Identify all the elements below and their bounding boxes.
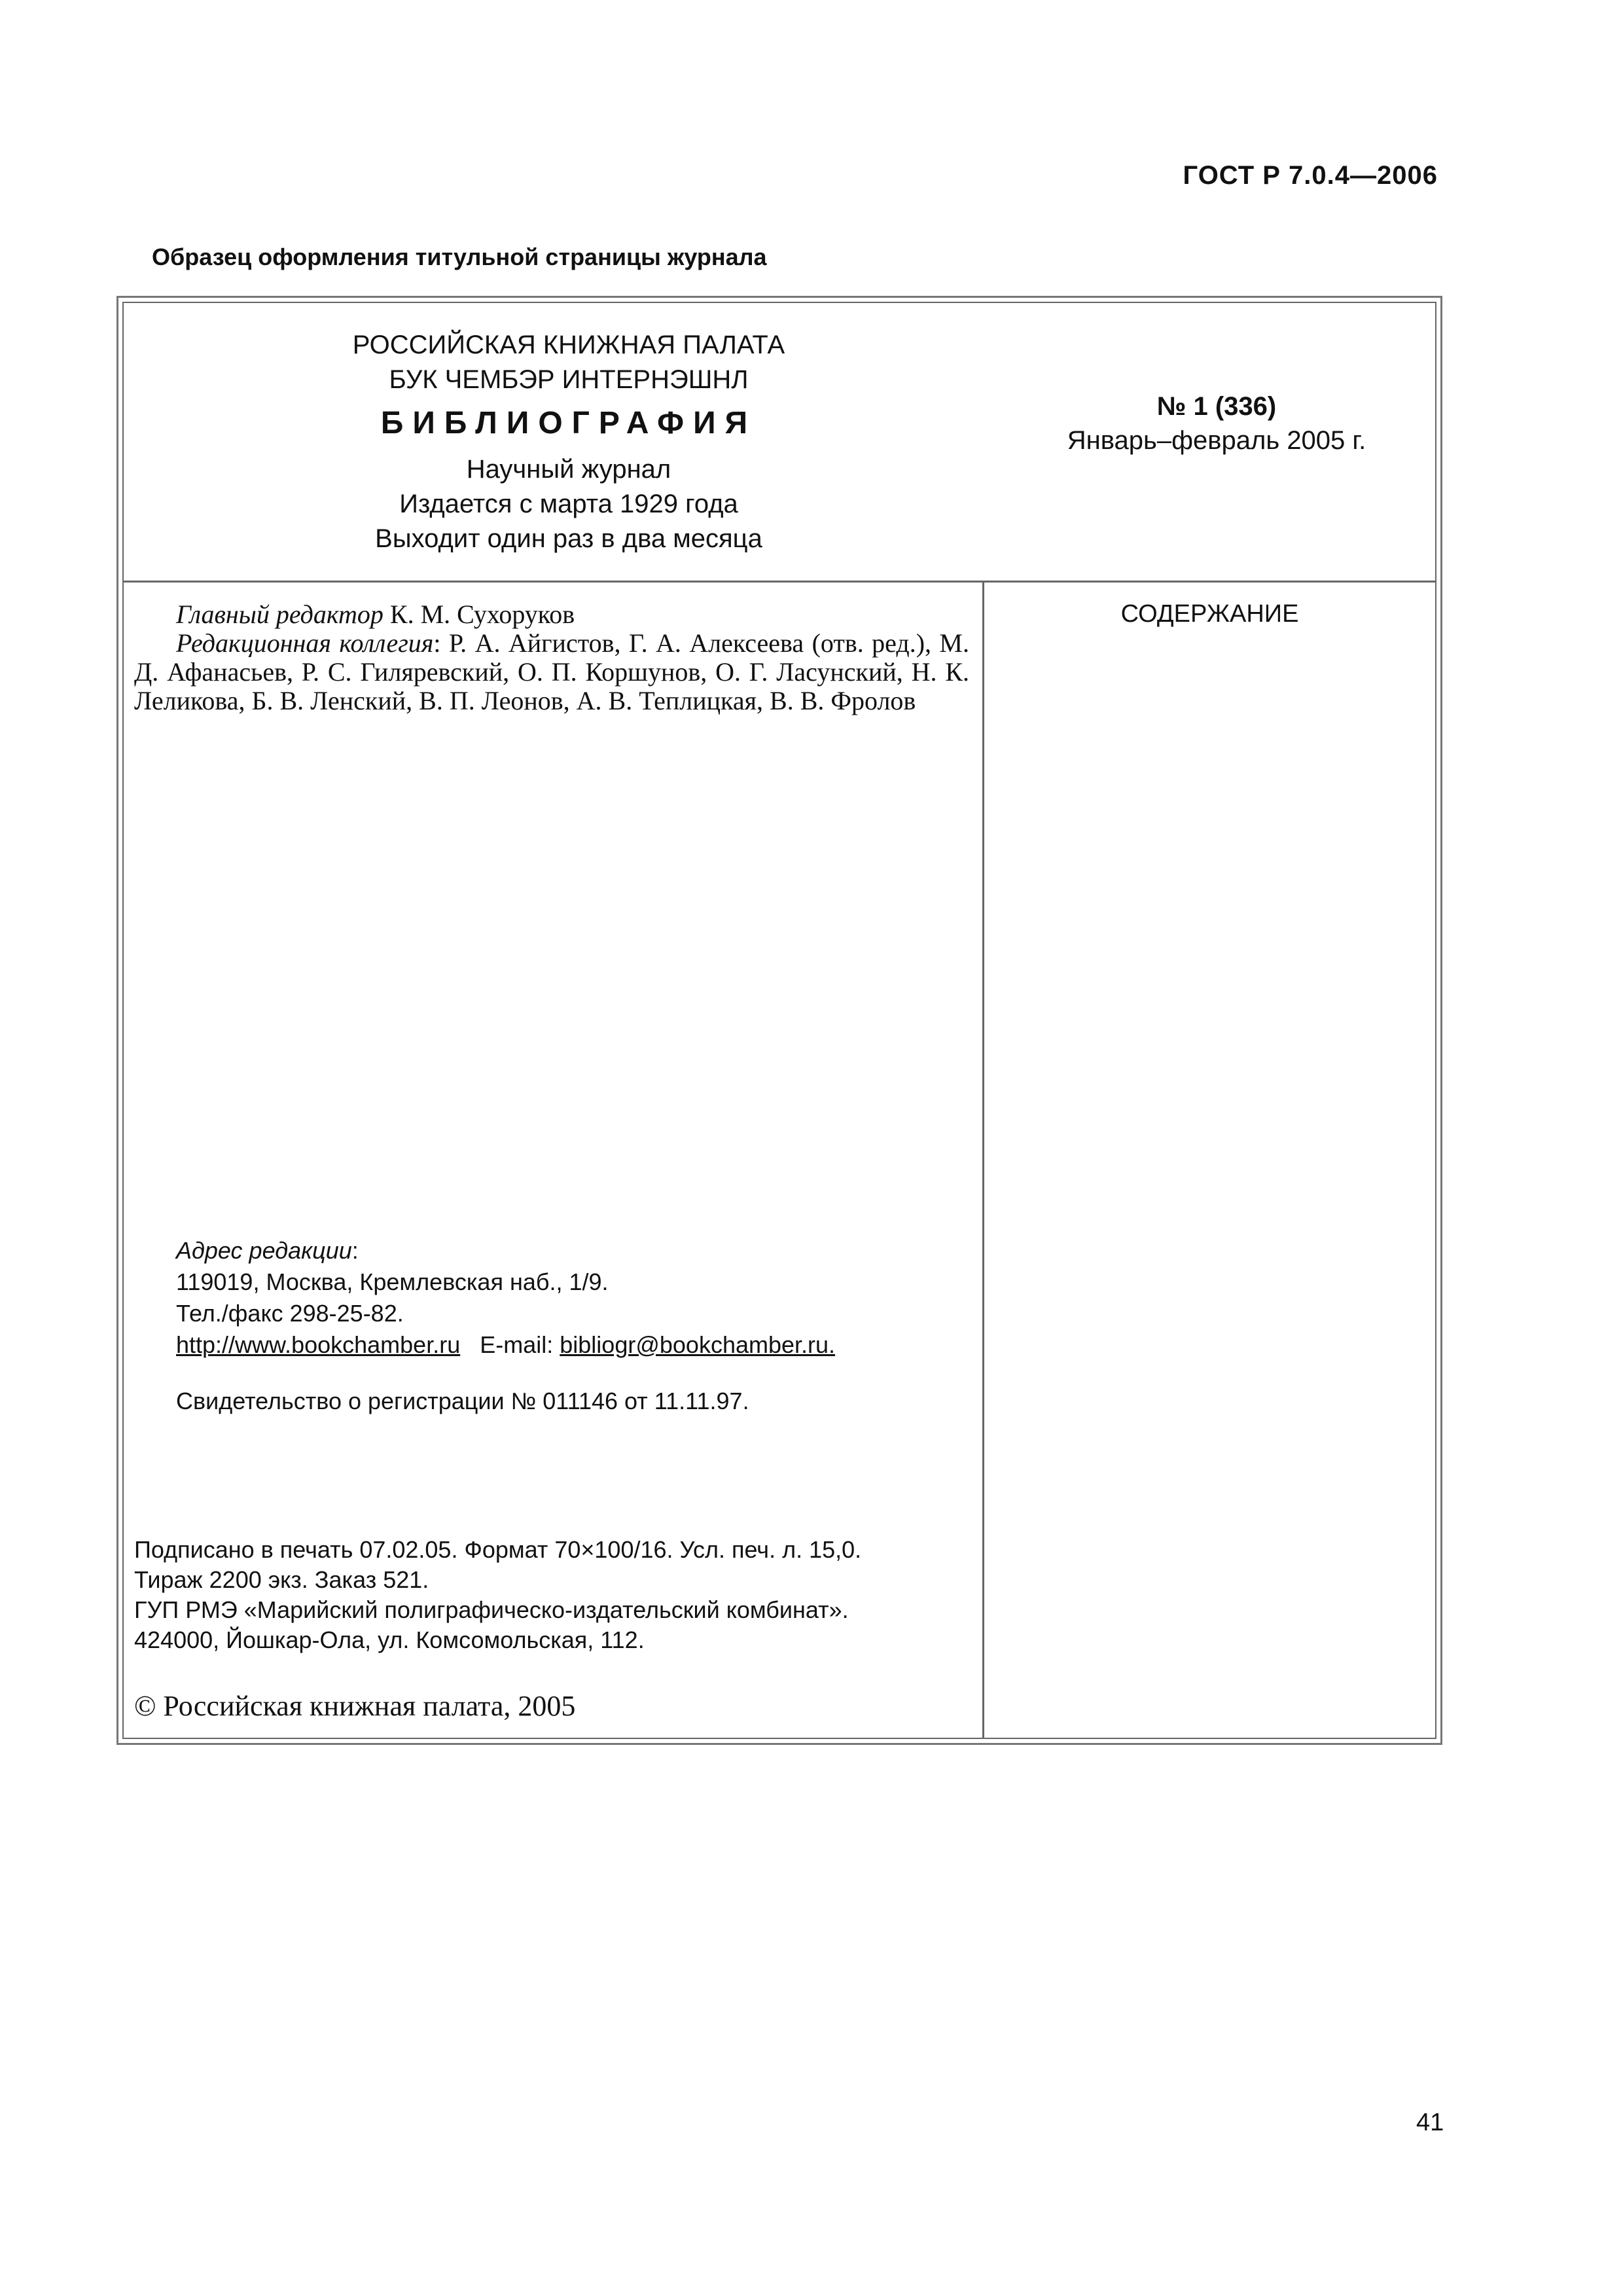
header-divider: [124, 581, 1435, 583]
column-divider: [982, 581, 984, 1738]
journal-subtitle: Научный журнал: [466, 455, 671, 484]
journal-frequency: Выходит один раз в два месяца: [375, 524, 762, 553]
address-label: Адрес редакции: [176, 1237, 352, 1264]
email-link[interactable]: bibliogr@bookchamber.ru.: [560, 1331, 836, 1358]
issue-date: Январь–февраль 2005 г.: [1067, 426, 1366, 455]
standard-number: ГОСТ Р 7.0.4—2006: [1183, 161, 1438, 190]
figure-caption: Образец оформления титульной страницы журнала: [152, 243, 767, 270]
masthead: [124, 328, 1014, 556]
issue-number: № 1 (336): [1156, 392, 1277, 421]
imprint-line-2: Тираж 2200 экз. Заказ 521.: [134, 1566, 429, 1593]
address-colon: :: [351, 1237, 359, 1264]
chief-editor-name: К. М. Сухоруков: [383, 600, 575, 629]
board-line: [134, 629, 969, 715]
title-page-inner: [122, 302, 1436, 1739]
issue-info: [1033, 389, 1400, 457]
page-number: 41: [1416, 2109, 1444, 2136]
imprint-line-3: ГУП РМЭ «Марийский полиграфическо-издательский комбинат».: [134, 1596, 849, 1623]
website-link[interactable]: http://www.bookchamber.ru: [176, 1331, 461, 1358]
contents-heading: СОДЕРЖАНИЕ: [1120, 600, 1299, 628]
journal-title: БИБЛИОГРАФИЯ: [380, 406, 757, 440]
title-page-frame: [116, 296, 1442, 1745]
publisher-line-1: РОССИЙСКАЯ КНИЖНАЯ ПАЛАТА: [352, 331, 785, 359]
copyright-notice: © Российская книжная палата, 2005: [134, 1690, 576, 1722]
address-web: [176, 1329, 961, 1361]
address-gap: [176, 1361, 961, 1386]
board-label: Редакционная коллегия: [176, 628, 434, 658]
board-members: : Р. А. Айгистов, Г. А. Алексеева (отв. ред.), М. Д. Афанасьев, Р. С. Гиляревский, О. П. Коршунов, О. Г. Ласунский, Н. К. Леликова, Б. В. Ленский, В. П. Леонов, А. В. Теплицкая, В. В. Фролов: [134, 628, 969, 715]
address-street: 119019, Москва, Кремлевская наб., 1/9.: [176, 1268, 609, 1295]
address-phone: Тел./факс 298-25-82.: [176, 1300, 404, 1327]
email-label: E-mail:: [480, 1331, 554, 1358]
editorial-board: [134, 600, 969, 715]
registration-certificate: Свидетельство о регистрации № 011146 от 11.11.97.: [176, 1388, 749, 1414]
publisher-line-2: БУК ЧЕМБЭР ИНТЕРНЭШНЛ: [389, 365, 749, 394]
address-heading: [176, 1235, 961, 1266]
chief-editor-label: Главный редактор: [176, 600, 383, 629]
imprint-line-4: 424000, Йошкар-Ола, ул. Комсомольская, 112.: [134, 1626, 645, 1653]
editorial-address: [176, 1235, 961, 1417]
imprint-line-1: Подписано в печать 07.02.05. Формат 70×100/16. Усл. печ. л. 15,0.: [134, 1536, 862, 1563]
chief-editor-line: [134, 600, 969, 629]
imprint: [134, 1535, 972, 1655]
journal-since: Издается с марта 1929 года: [399, 490, 738, 518]
